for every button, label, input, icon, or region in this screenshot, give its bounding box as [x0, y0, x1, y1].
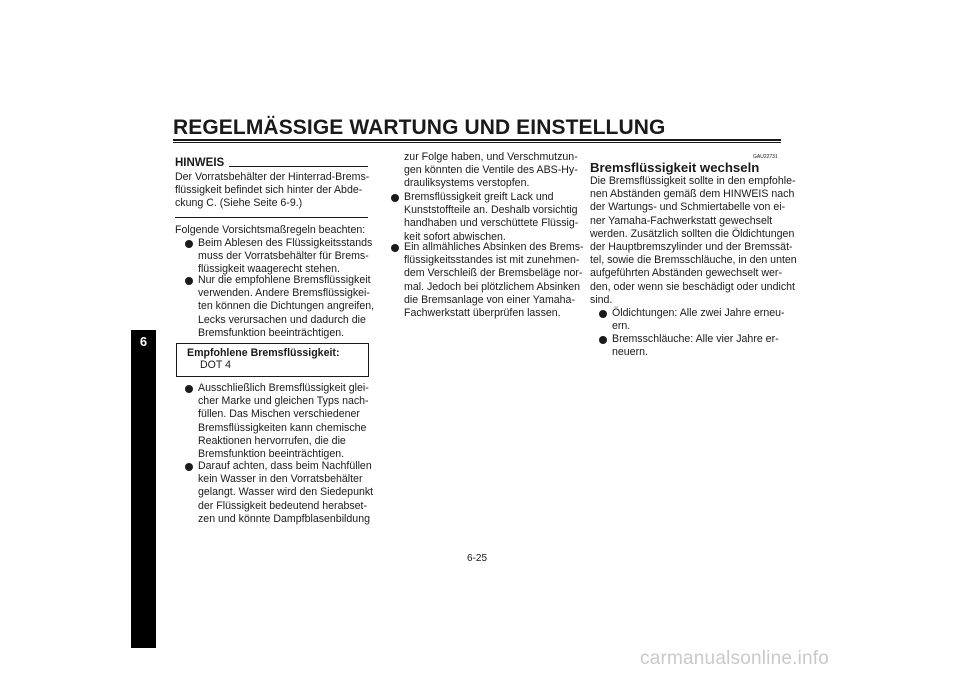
text-line: die Bremsanlage von einer Yamaha-	[404, 293, 575, 306]
text-line: Bremsflüssigkeiten kann chemische	[198, 421, 367, 434]
text-line: Darauf achten, dass beim Nachfüllen	[198, 460, 372, 472]
text-line: Beim Ablesen des Flüssigkeitsstands	[198, 237, 373, 249]
text-line: gen könnten die Ventile des ABS-Hy-	[404, 164, 578, 177]
text-line: Bremsflüssigkeit greift Lack und	[404, 191, 554, 203]
precautions-intro: Folgende Vorsichtsmaßregeln beachten:	[175, 224, 366, 236]
text-line: Der Vorratsbehälter der Hinterrad-Brems-	[175, 171, 370, 183]
bullet-dot-icon	[391, 244, 399, 252]
text-line: Bremsschläuche: Alle vier Jahre er-	[612, 333, 779, 345]
text-line: ern.	[612, 320, 631, 333]
text-line: Ein allmähliches Absinken des Brems-	[404, 241, 584, 253]
continued-text	[404, 151, 578, 191]
box-value: DOT 4	[200, 359, 232, 371]
hinweis-heading-rule	[229, 166, 368, 167]
text-line: handhaben und verschüttete Flüssig-	[404, 217, 579, 230]
bullet-dot-icon	[185, 385, 193, 393]
text-line: ckung C. (Siehe Seite 6-9.)	[175, 197, 303, 210]
chapter-number: 6	[139, 334, 148, 349]
text-line: Bremsfunktion beeinträchtigen.	[198, 448, 345, 461]
section-title: Bremsflüssigkeit wechseln	[590, 160, 760, 175]
text-line: zen und könnte Dampfblasenbildung	[198, 512, 370, 525]
text-line: Lecks verursachen und dadurch die	[198, 313, 366, 326]
text-line: drauliksystems verstopfen.	[404, 177, 530, 190]
title-rule	[173, 139, 781, 141]
text-line: der Hauptbremszylinder und der Bremssät-	[590, 241, 793, 254]
text-line: keit sofort abwischen.	[404, 230, 506, 243]
text-line: zur Folge haben, und Verschmutzun-	[404, 151, 578, 163]
text-line: Fachwerkstatt überprüfen lassen.	[404, 307, 561, 320]
text-line: gelangt. Wasser wird den Siedepunkt	[198, 486, 374, 499]
text-line: cher Marke und gleichen Typs nach-	[198, 395, 369, 408]
bullet-dot-icon	[185, 240, 193, 248]
bullet-dot-icon	[599, 336, 607, 344]
bullet-dot-icon	[185, 463, 193, 471]
text-line: muss der Vorratsbehälter für Brems-	[198, 250, 369, 263]
text-line: sind.	[590, 293, 613, 306]
bullet-dot-icon	[391, 194, 399, 202]
text-line: füllen. Das Mischen verschiedener	[198, 408, 360, 421]
text-line: Die Bremsflüssigkeit sollte in den empfohle-	[590, 175, 796, 187]
title-rule-thin	[173, 142, 781, 143]
text-line: der Wartungs- und Schmiertabelle von ei-	[590, 201, 786, 214]
text-line: ten können die Dichtungen angreifen,	[198, 300, 375, 313]
text-line: Bremsfunktion beeinträchtigen.	[198, 326, 345, 339]
text-line: verwenden. Andere Bremsflüssigkei-	[198, 287, 370, 300]
page-number: 6-25	[467, 553, 488, 564]
text-line: Ausschließlich Bremsflüssigkeit glei-	[198, 382, 369, 394]
text-line: der Flüssigkeit bedeutend herabset-	[198, 499, 368, 512]
document-code: GAU22731	[753, 154, 778, 160]
text-line: den, oder wenn sie beschädigt oder undicht	[590, 280, 795, 293]
bullet-dot-icon	[185, 277, 193, 285]
text-line: nen Abständen gemäß dem HINWEIS nach	[590, 188, 795, 201]
text-line: flüssigkeit waagerecht stehen.	[198, 263, 340, 276]
text-line: Nur die empfohlene Bremsflüssigkeit	[198, 274, 371, 286]
bullet-dot-icon	[599, 310, 607, 318]
hinweis-end-rule	[175, 217, 368, 218]
section-body	[590, 175, 797, 307]
text-line: tel, sowie die Bremsschläuche, in den unten	[590, 254, 797, 267]
text-line: Öldichtungen: Alle zwei Jahre erneu-	[612, 307, 785, 319]
watermark: carmanualsonline.info	[640, 648, 830, 669]
text-line: aufgeführten Abständen gewechselt wer-	[590, 267, 782, 280]
text-line: Kunststoffteile an. Deshalb vorsichtig	[404, 204, 578, 217]
hinweis-note	[175, 171, 369, 211]
text-line: mal. Jedoch bei plötzlichem Absinken	[404, 280, 581, 293]
text-line: neuern.	[612, 346, 648, 359]
text-line: werden. Zusätzlich sollten die Öldichtungen	[590, 227, 795, 240]
chapter-tab	[131, 330, 156, 648]
text-line: ner Yamaha-Fachwerkstatt gewechselt	[590, 214, 773, 227]
text-line: flüssigkeit befindet sich hinter der Abde-	[175, 184, 363, 197]
box-title: Empfohlene Bremsflüssigkeit:	[187, 347, 340, 359]
page-title: REGELMÄSSIGE WARTUNG UND EINSTELLUNG	[173, 116, 666, 139]
text-line: Reaktionen hervorrufen, die die	[198, 434, 346, 447]
text-line: dem Verschleiß der Bremsbeläge nor-	[404, 267, 583, 280]
hinweis-heading: HINWEIS	[175, 157, 225, 169]
recommended-fluid-box	[176, 343, 369, 377]
text-line: flüssigkeitsstandes ist mit zunehmen-	[404, 254, 580, 267]
text-line: kein Wasser in den Vorratsbehälter	[198, 473, 363, 486]
